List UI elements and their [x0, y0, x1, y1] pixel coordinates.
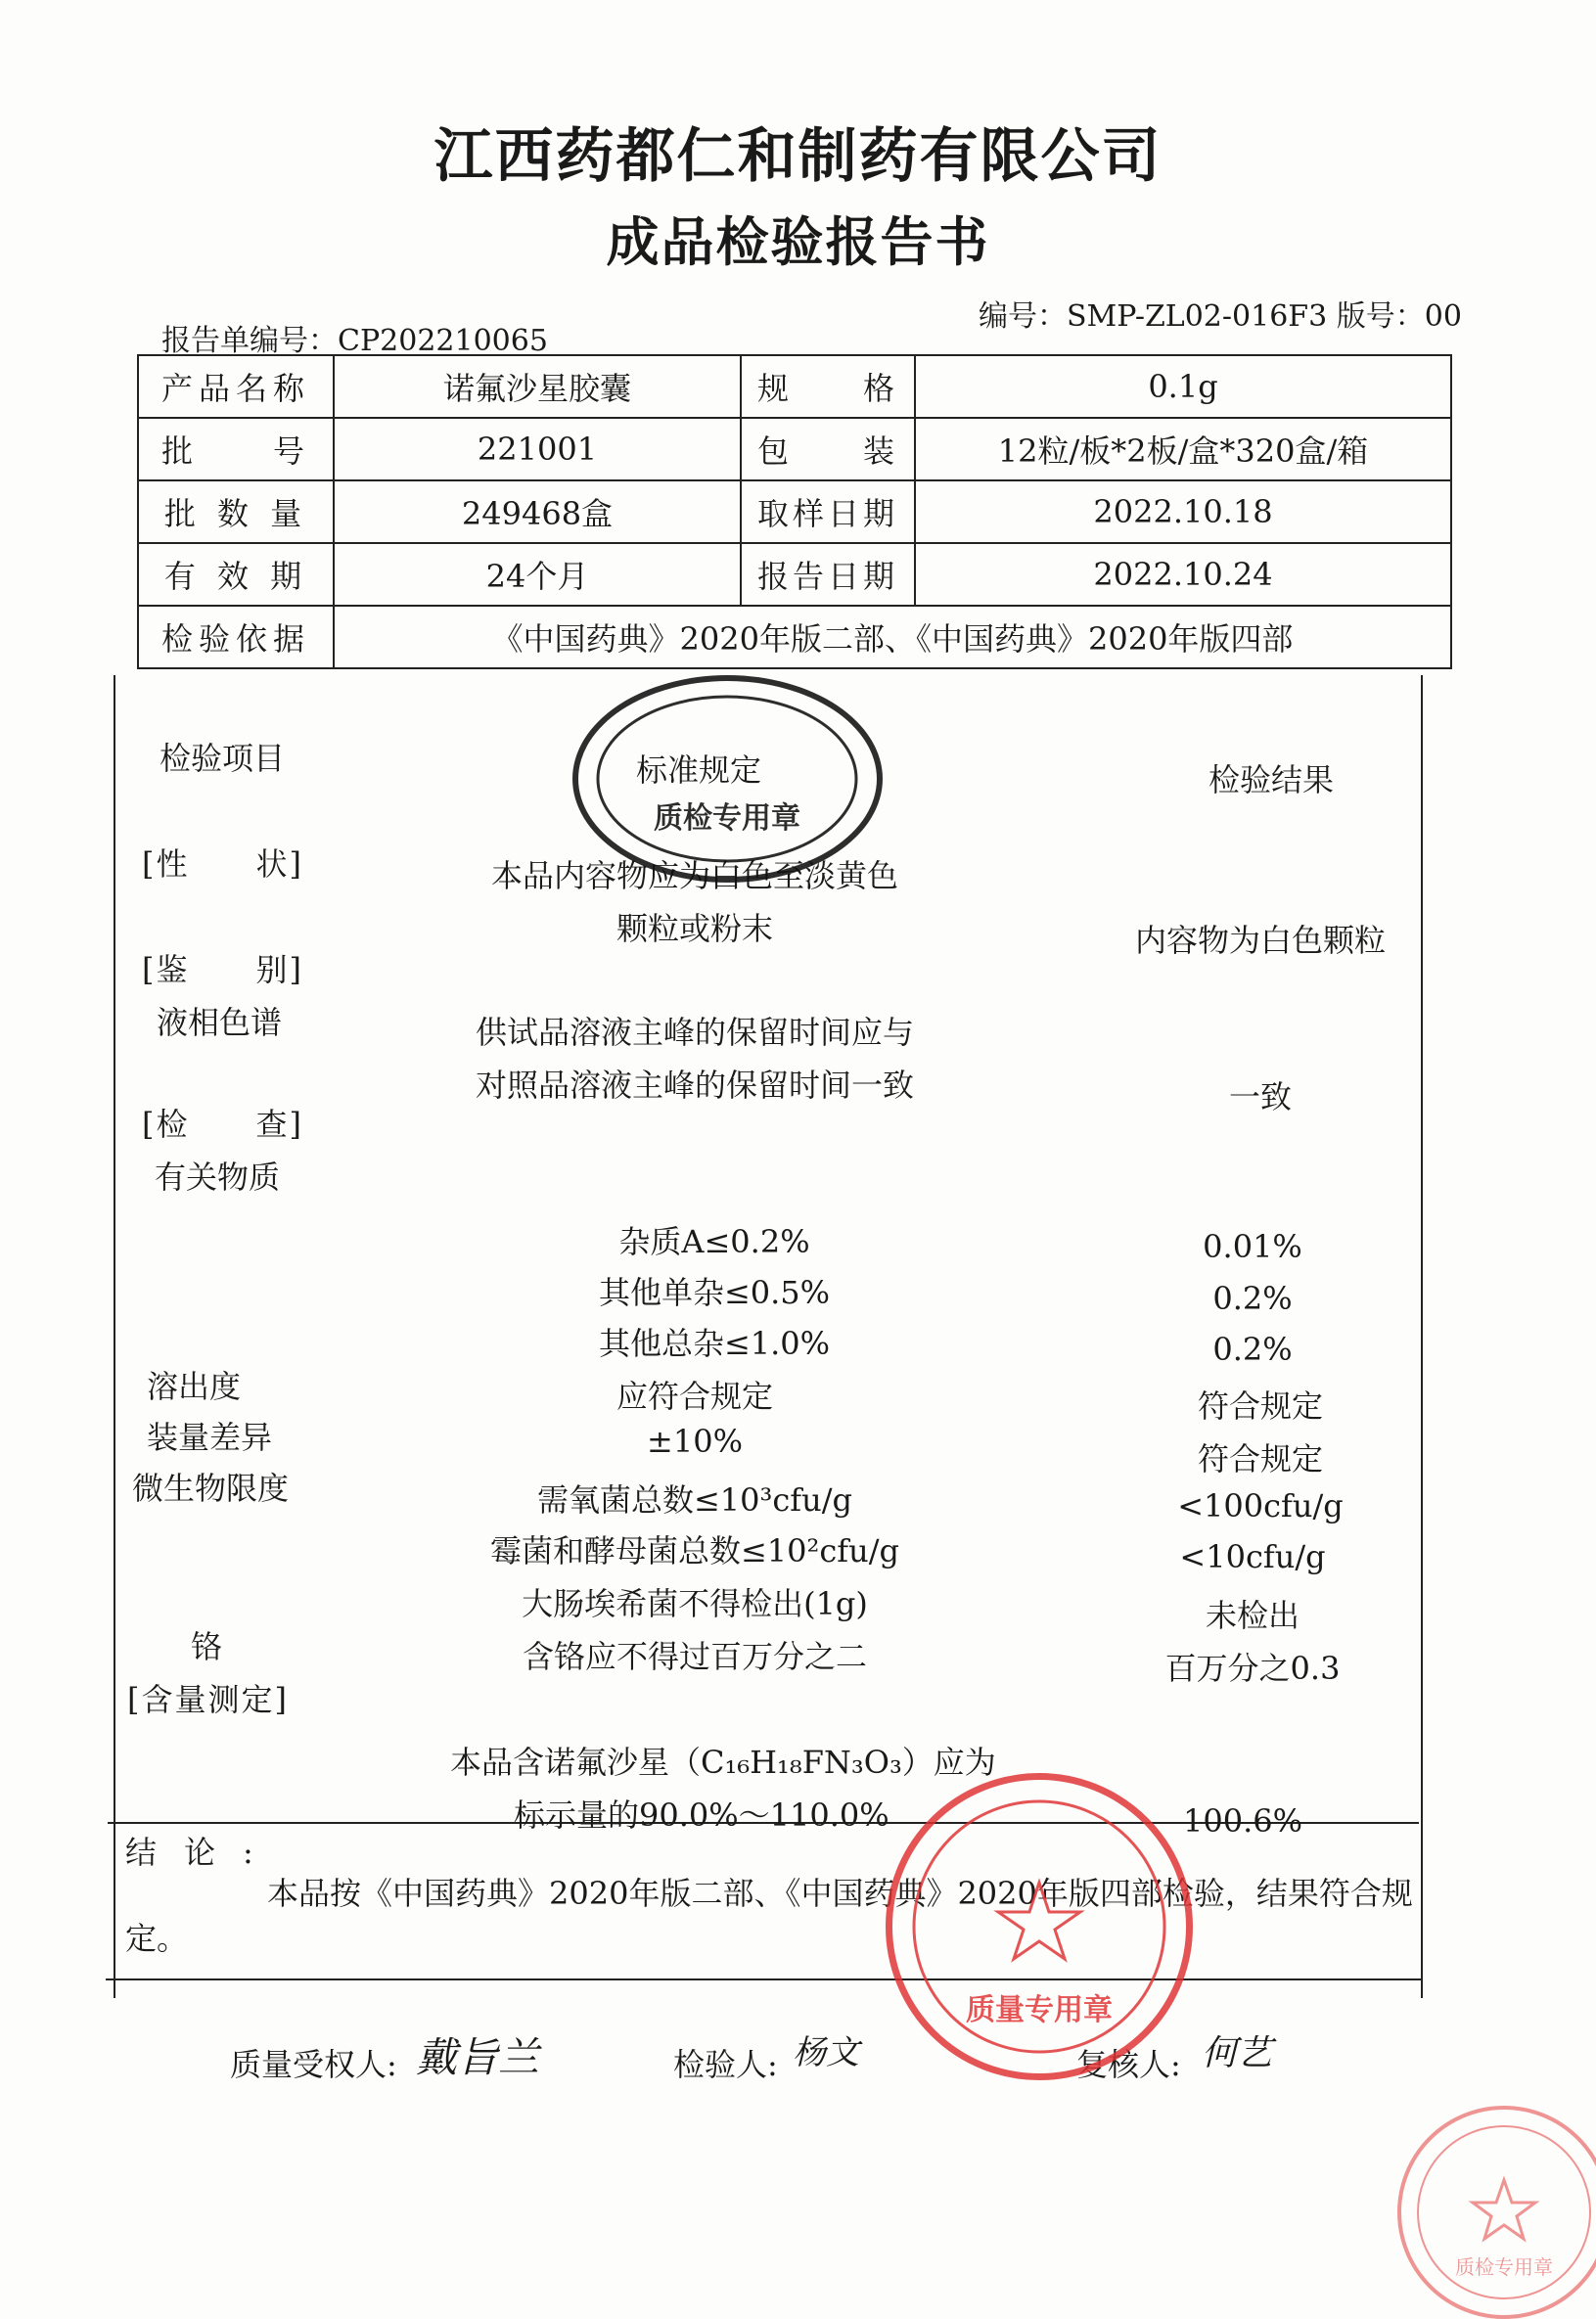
reviewer-signature: 何艺: [1202, 2033, 1273, 2073]
svg-text:质检专用章: 质检专用章: [1455, 2255, 1553, 2279]
mold-yeast-standard: 霉菌和酵母菌总数≤10²cfu/g: [489, 1532, 899, 1569]
report-date-value: 2022.10.24: [915, 543, 1451, 606]
appearance-standard-line1: 本品内容物应为白色至淡黄色: [490, 857, 898, 894]
inspector-label: 检验人:: [673, 2046, 778, 2083]
ecoli-standard: 大肠埃希菌不得检出(1g): [522, 1585, 868, 1622]
aerobic-count-standard: 需氧菌总数≤10³cfu/g: [536, 1481, 852, 1519]
spec-label: 规 格: [741, 355, 915, 418]
tests-section: [检 查]: [142, 1106, 303, 1143]
corner-seal-graphic: [1401, 2110, 1596, 2315]
total-impurity-standard: 其他总杂≤1.0%: [598, 1325, 831, 1362]
validity-label: 有 效 期: [138, 543, 334, 606]
table-row: [138, 418, 1451, 480]
product-info-table: [137, 354, 1452, 669]
mold-yeast-result: <10cfu/g: [1179, 1538, 1326, 1575]
table-row: [138, 606, 1451, 668]
standard-column-header: 标准规定: [636, 751, 762, 789]
weight-variation-standard: ±10%: [647, 1423, 743, 1460]
impurity-a-result: 0.01%: [1203, 1228, 1302, 1265]
dissolution-item: 溶出度: [147, 1368, 242, 1405]
impurity-a-standard: 杂质A≤0.2%: [618, 1223, 810, 1260]
package-value: 12粒/板*2板/盒*320盒/箱: [915, 418, 1451, 480]
total-impurity-result: 0.2%: [1212, 1331, 1293, 1368]
table-bottom-border: [106, 1978, 1421, 1980]
chromium-result: 百万分之0.3: [1164, 1650, 1341, 1687]
assay-result: 100.6%: [1182, 1802, 1302, 1840]
item-column-header: 检验项目: [160, 740, 286, 777]
aerobic-count-result: <100cfu/g: [1177, 1487, 1344, 1524]
conclusion-text: 本品按《中国药典》2020年版二部、《中国药典》2020年版四部检验，结果符合规定。: [125, 1875, 1413, 1957]
batch-label: 批 号: [138, 418, 334, 480]
dissolution-result: 符合规定: [1197, 1387, 1323, 1425]
chromium-item: 铬: [191, 1628, 223, 1665]
qa-person-label: 质量受权人:: [230, 2046, 397, 2083]
dissolution-standard: 应符合规定: [616, 1378, 773, 1415]
hplc-standard-line2: 对照品溶液主峰的保留时间一致: [475, 1067, 914, 1104]
inspector-signature: 杨文: [793, 2033, 859, 2072]
assay-standard-line1: 本品含诺氟沙星（C₁₆H₁₈FN₃O₃）应为: [450, 1744, 996, 1781]
sampling-date-label: 取样日期: [741, 480, 915, 543]
document-number: 编号：SMP-ZL02-016F3 版号：00: [979, 299, 1462, 334]
appearance-section: [性 状]: [142, 845, 303, 883]
report-date-label: 报告日期: [741, 543, 915, 606]
result-column-header: 检验结果: [1208, 761, 1335, 798]
chromium-standard: 含铬应不得过百万分之二: [522, 1638, 867, 1675]
basis-label: 检验依据: [138, 606, 334, 668]
hplc-result: 一致: [1228, 1078, 1292, 1115]
batch-value: 221001: [334, 418, 741, 480]
basis-value: 《中国药典》2020年版二部、《中国药典》2020年版四部: [334, 606, 1451, 668]
table-row: [138, 355, 1451, 418]
validity-value: 24个月: [334, 543, 741, 606]
appearance-standard-line2: 颗粒或粉末: [616, 910, 773, 947]
reviewer-label: 复核人:: [1076, 2046, 1181, 2083]
svg-text:质检专用章: 质检专用章: [654, 801, 800, 836]
weight-variation-result: 符合规定: [1197, 1440, 1323, 1478]
identification-section: [鉴 别]: [142, 951, 303, 988]
sampling-date-value: 2022.10.18: [915, 480, 1451, 543]
report-title: 成品检验报告书: [606, 211, 990, 273]
qc-seal-stamp: [572, 675, 883, 883]
product-name-value: 诺氟沙星胶囊: [334, 355, 741, 418]
single-impurity-result: 0.2%: [1212, 1280, 1293, 1317]
batch-qty-value: 249468盒: [334, 480, 741, 543]
table-row: [138, 480, 1451, 543]
related-substances-item: 有关物质: [155, 1159, 281, 1196]
appearance-result: 内容物为白色颗粒: [1134, 922, 1386, 959]
hplc-item: 液相色谱: [157, 1004, 283, 1041]
qa-seal-graphic: [892, 1780, 1186, 2073]
company-name: 江西药都仁和制药有限公司: [433, 122, 1163, 191]
table-row: [138, 543, 1451, 606]
qc-seal-graphic: [578, 681, 877, 877]
batch-qty-label: 批 数 量: [138, 480, 334, 543]
microbial-limit-item: 微生物限度: [132, 1470, 290, 1507]
ecoli-result: 未检出: [1205, 1597, 1300, 1634]
conclusion-label: 结论:: [125, 1834, 281, 1871]
spec-value: 0.1g: [915, 355, 1451, 418]
svg-text:质量专用章: 质量专用章: [966, 1993, 1113, 2027]
single-impurity-standard: 其他单杂≤0.5%: [598, 1274, 831, 1311]
package-label: 包 装: [741, 418, 915, 480]
qa-person-signature: 戴旨兰: [416, 2033, 540, 2081]
product-name-label: 产品名称: [138, 355, 334, 418]
corner-seal-stamp: [1397, 2106, 1596, 2319]
assay-section: [含量测定]: [127, 1681, 289, 1718]
qa-seal-stamp: [886, 1773, 1193, 2080]
assay-standard-line2: 标示量的90.0%～110.0%: [514, 1796, 889, 1834]
weight-variation-item: 装量差异: [147, 1419, 273, 1456]
report-number: 报告单编号：CP202210065: [161, 324, 548, 358]
hplc-standard-line1: 供试品溶液主峰的保留时间应与: [475, 1014, 914, 1051]
